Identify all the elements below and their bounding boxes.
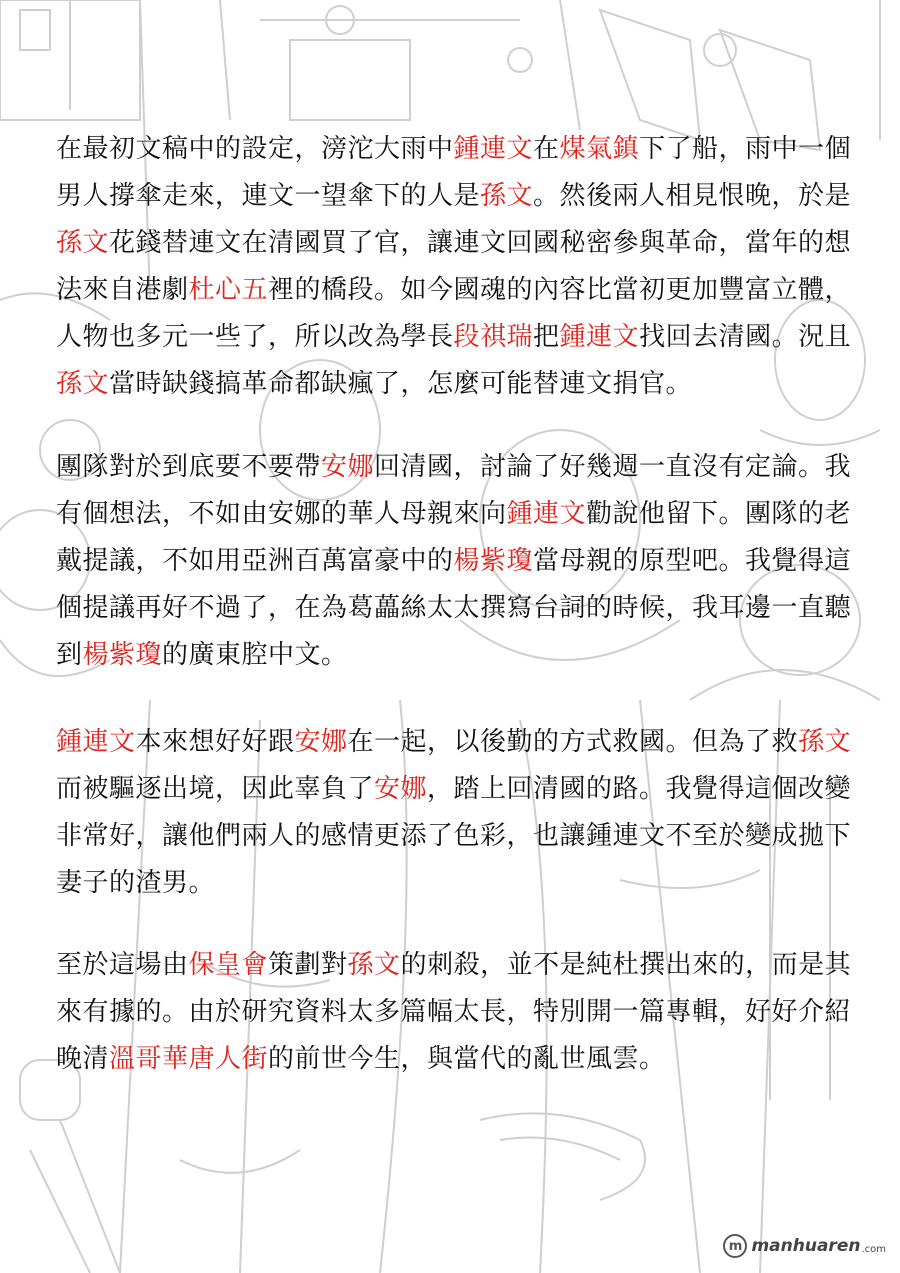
site-watermark xyxy=(723,1231,886,1261)
text-run: 當母親的原型吧。我覺得這個提議再好不過了，在為葛藟絲太太撰寫台詞的時候，我耳邊一直聽到 xyxy=(56,546,852,670)
text-run: 勸說他留下。團隊的老戴提議，不如用亞洲百萬富豪中的 xyxy=(56,499,852,576)
text-run: 團隊對於到底要不要帶 xyxy=(56,452,322,482)
watermark-tld: .com xyxy=(861,1243,886,1255)
text-run: 在最初文稿中的設定，滂沱大雨中 xyxy=(56,134,454,164)
text-run: 的刺殺，並不是純杜撰出來的，而是其來有據的。由於研究資料太多篇幅太長，特別開一篇專輯，好好介紹晚清 xyxy=(56,950,852,1074)
text-run: 至於這場由 xyxy=(56,950,189,980)
text-run: 下了船，雨中一個男人撐傘走來，連文一望傘下的人是 xyxy=(56,134,852,211)
highlighted-name: 孫文 xyxy=(56,228,110,258)
highlighted-name: 鍾連文 xyxy=(56,727,136,757)
paragraph-4 xyxy=(56,942,856,1083)
highlighted-name: 鍾連文 xyxy=(453,134,534,164)
text-run: 策劃對 xyxy=(268,950,348,980)
text-run: 的廣東腔中文。 xyxy=(162,640,348,670)
text-run: 裡的橋段。如今國魂的內容比當初更加豐富立體，人物也多元一些了，所以改為學長 xyxy=(56,275,852,352)
highlighted-name: 溫哥華唐人街 xyxy=(109,1044,269,1074)
highlighted-name: 孫文 xyxy=(798,727,852,757)
highlighted-name: 安娜 xyxy=(294,727,348,757)
highlighted-name: 孫文 xyxy=(56,369,110,399)
text-run: 回清國，討論了好幾週一直沒有定論。我有個想法，不如由安娜的華人母親來向 xyxy=(56,452,852,529)
text-run: 找回去清國。況且 xyxy=(639,322,852,352)
text-run: 在一起，以後勤的方式救國。但為了救 xyxy=(347,727,799,757)
highlighted-name: 鍾連文 xyxy=(559,322,640,352)
watermark-logo-icon: m xyxy=(723,1234,747,1258)
highlighted-name: 段祺瑞 xyxy=(453,322,534,352)
highlighted-name: 孫文 xyxy=(480,181,534,211)
text-run: 本來想好好跟 xyxy=(135,727,295,757)
highlighted-name: 鍾連文 xyxy=(506,499,587,529)
text-run: 在 xyxy=(533,134,560,164)
text-run: 的前世今生，與當代的亂世風雲。 xyxy=(268,1044,666,1074)
text-run: ，踏上回清國的路。我覺得這個改變非常好，讓他們兩人的感情更添了色彩，也讓鍾連文不至於變成拋下妻子的渣男。 xyxy=(56,774,852,898)
highlighted-name: 煤氣鎮 xyxy=(559,134,640,164)
text-run: 。然後兩人相見恨晚，於是 xyxy=(533,181,852,211)
highlighted-name: 杜心五 xyxy=(188,275,269,305)
paragraph-1 xyxy=(56,126,856,408)
paragraph-3 xyxy=(56,719,856,907)
highlighted-name: 保皇會 xyxy=(188,950,269,980)
highlighted-name: 安娜 xyxy=(374,774,428,804)
highlighted-name: 楊紫瓊 xyxy=(453,546,534,576)
text-run: 當時缺錢搞革命都缺瘋了，怎麼可能替連文捐官。 xyxy=(109,369,693,399)
highlighted-name: 楊紫瓊 xyxy=(82,640,163,670)
text-run: 花錢替連文在清國買了官，讓連文回國秘密參與革命，當年的想法來自港劇 xyxy=(56,228,852,305)
text-run: 而被驅逐出境，因此辜負了 xyxy=(56,774,375,804)
highlighted-name: 孫文 xyxy=(347,950,401,980)
highlighted-name: 安娜 xyxy=(321,452,375,482)
paragraph-2 xyxy=(56,444,856,679)
watermark-text: manhuaren xyxy=(751,1236,861,1256)
text-run: 把 xyxy=(533,322,560,352)
